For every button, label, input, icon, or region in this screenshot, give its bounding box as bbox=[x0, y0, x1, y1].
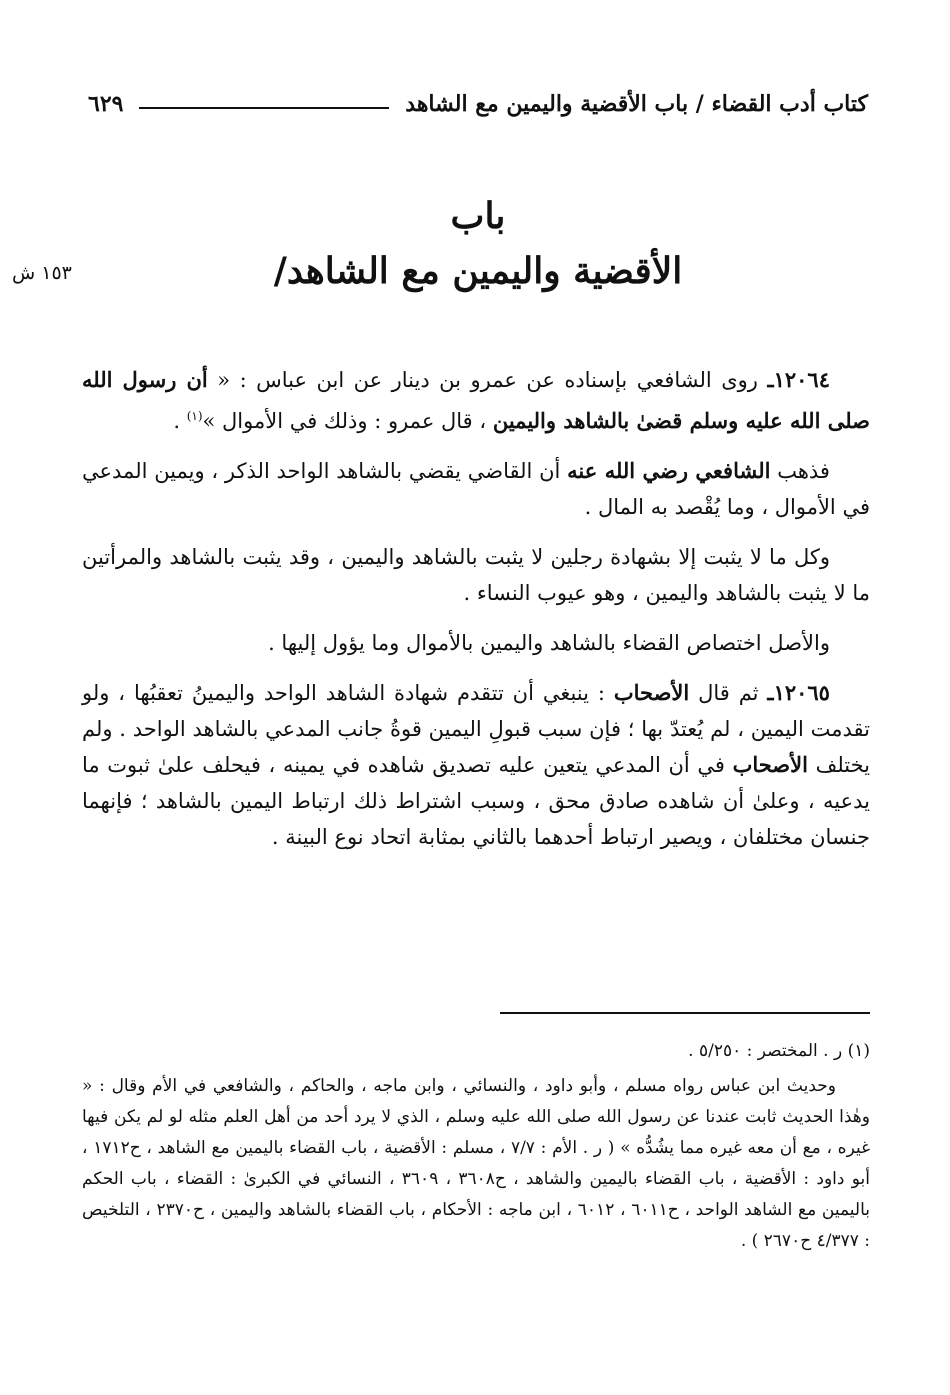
paragraph-text: . bbox=[173, 409, 180, 433]
running-header-title: كتاب أدب القضاء / باب الأقضية واليمين مع الشاهد bbox=[405, 91, 868, 117]
paragraph-text: في أن المدعي يتعين عليه تصديق شاهده في يمينه ، فيحلف علىٰ ثبوت ما يدعيه ، وعلىٰ أن شاهده صادق محق ، وسبب اشتراط ذلك ارتباط اليمين بالشاهد ؛ فإنهما جنسان مختلفان ، ويصير ارتباط أحدهما بالثاني بمثابة اتحاد نوع البينة . bbox=[82, 753, 870, 849]
hadith-text: أن رسول الله صلى الله عليه وسلم قضىٰ بالشاهد واليمين bbox=[82, 367, 870, 433]
paragraph-text: فذهب bbox=[777, 459, 830, 483]
footnote-head: ر . المختصر : ٥/٢٥٠ . bbox=[688, 1041, 843, 1061]
footnote-rule bbox=[500, 1012, 870, 1014]
scholar-name: الأصحاب bbox=[613, 680, 690, 705]
paragraph-12064 bbox=[82, 362, 870, 439]
paragraph-12065 bbox=[82, 675, 870, 855]
paragraph-text: : ينبغي أن تتقدم شهادة الشاهد الواحد واليمينُ تعقبُها ، ولو تقدمت اليمين ، لم يُعتدّ بها ؛ فإن سبب قبولِ اليمين قوةُ جانب المدعي بالشاهد الواحد . ولم يختلف bbox=[82, 681, 871, 777]
paragraph-shafii-view bbox=[82, 453, 870, 525]
paragraph-text: ، قال عمرو : وذلك في الأموال » bbox=[202, 409, 487, 433]
scholar-name: الأصحاب bbox=[732, 752, 808, 777]
body-text bbox=[82, 362, 870, 869]
page-number: ٦٢٩ bbox=[88, 91, 124, 117]
margin-note: ١٥٣ ش bbox=[12, 262, 72, 284]
paragraph-text: والأصل اختصاص القضاء بالشاهد واليمين بالأموال وما يؤول إليها . bbox=[268, 631, 830, 655]
paragraph-text: روى الشافعي بإسناده عن عمرو بن دينار عن ابن عباس : « bbox=[217, 368, 758, 392]
header-rule bbox=[139, 107, 389, 109]
footnote-1 bbox=[82, 1036, 870, 1067]
chapter-title: الأقضية واليمين مع الشاهد/ bbox=[273, 250, 683, 292]
running-header bbox=[88, 84, 868, 124]
paragraph-number: ١٢٠٦٥ـ bbox=[767, 680, 830, 705]
paragraph-text: وكل ما لا يثبت إلا بشهادة رجلين لا يثبت بالشاهد واليمين ، وقد يثبت بالشاهد والمرأتين ما لا يثبت بالشاهد واليمين ، وهو عيوب النساء . bbox=[82, 545, 870, 605]
footnotes bbox=[82, 1036, 870, 1257]
chapter-word: باب bbox=[450, 195, 506, 237]
paragraph-number: ١٢٠٦٤ـ bbox=[767, 367, 830, 392]
paragraph-two-witnesses bbox=[82, 539, 870, 611]
chapter-heading bbox=[88, 190, 868, 300]
paragraph-text: أن القاضي يقضي بالشاهد الواحد الذكر ، ويمين المدعي في الأموال ، وما يُقْصد به المال . bbox=[82, 459, 870, 519]
scholar-name: الشافعي رضي الله عنه bbox=[567, 458, 771, 483]
paragraph-text: ثم قال bbox=[698, 681, 759, 705]
footnote-1-body: وحديث ابن عباس رواه مسلم ، وأبو داود ، والنسائي ، وابن ماجه ، والحاكم ، والشافعي في الأم وقال : « وهٰذا الحديث ثابت عندنا عن رسول الله صلى الله عليه وسلم ، الذي لا يرد أحد من أهل العلم مثله لو لم يكن فيها غيره ، مع أن معه غيره مما يشُدُّه » ( ر . الأم : ٧/٧ ، مسلم : الأقضية ، باب القضاء باليمين مع الشاهد ، ح١٧١٢ ، أبو داود : الأقضية ، باب القضاء باليمين والشاهد ، ح٣٦٠٨ ، ٣٦٠٩ ، النسائي في الكبرىٰ : القضاء ، باب الحكم باليمين مع الشاهد الواحد ، ح٦٠١١ ، ٦٠١٢ ، ابن ماجه : الأحكام ، باب القضاء بالشاهد واليمين ، ح٢٣٧٠ ، التلخيص : ٤/٣٧٧ ح٢٦٧٠ ) . bbox=[82, 1076, 871, 1251]
footnote-reference: (١) bbox=[186, 409, 203, 423]
paragraph-principle bbox=[82, 625, 870, 661]
footnote-label: (١) bbox=[847, 1041, 870, 1061]
